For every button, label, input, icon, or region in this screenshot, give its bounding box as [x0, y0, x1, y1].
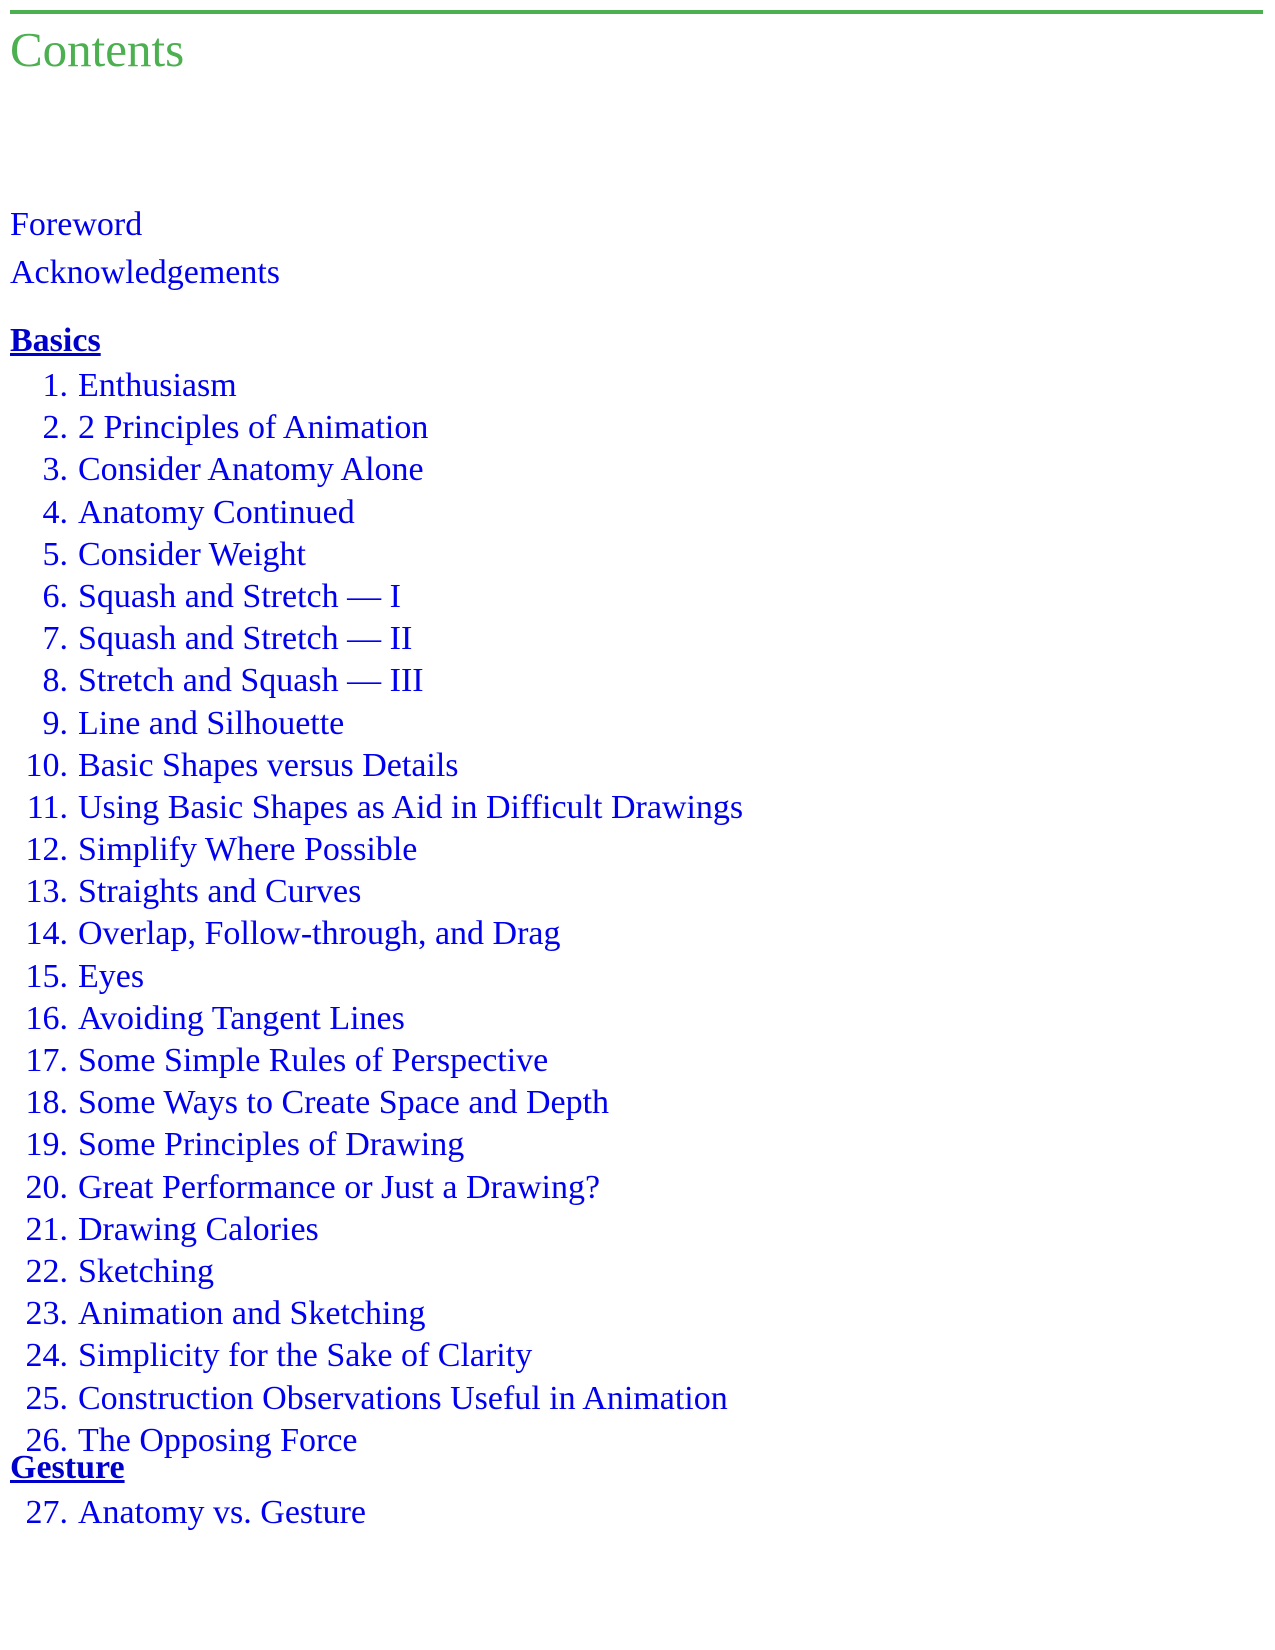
toc-entry[interactable] [10, 618, 743, 660]
toc-entry[interactable] [10, 998, 743, 1040]
toc-entry[interactable] [10, 1251, 743, 1293]
toc-entry-link[interactable]: Some Principles of Drawing [78, 1126, 465, 1164]
toc-entry[interactable] [10, 407, 743, 449]
toc-list-basics [10, 365, 743, 1462]
front-matter [10, 201, 280, 297]
section-heading-gesture[interactable]: Gesture [10, 1449, 125, 1486]
toc-entry-number: 22. [25, 1252, 68, 1290]
toc-entry[interactable] [10, 1492, 366, 1534]
toc-entry-number: 17. [25, 1042, 68, 1079]
toc-entry-number: 24. [25, 1337, 68, 1375]
toc-entry-link[interactable]: Enthusiasm [78, 367, 237, 404]
toc-entry-number: 9. [42, 704, 68, 742]
toc-entry-link[interactable]: Using Basic Shapes as Aid in Difficult Drawings [78, 788, 744, 826]
toc-entry-link[interactable]: Overlap, Follow-through, and Drag [78, 915, 561, 953]
toc-entry[interactable] [10, 787, 743, 829]
toc-entry[interactable] [10, 703, 743, 745]
toc-entry-link[interactable]: Eyes [78, 957, 145, 995]
toc-entry-link[interactable]: Animation and Sketching [78, 1295, 426, 1333]
toc-entry[interactable] [10, 956, 743, 998]
toc-entry-number: 2. [42, 409, 68, 447]
toc-entry-number: 1. [42, 367, 68, 404]
toc-list-gesture [10, 1492, 366, 1534]
toc-entry[interactable] [10, 1209, 743, 1251]
toc-entry-link[interactable]: Some Ways to Create Space and Depth [78, 1084, 610, 1122]
toc-entry-link[interactable]: Sketching [78, 1252, 214, 1290]
toc-entry[interactable] [10, 449, 743, 491]
section-gesture [10, 1448, 366, 1534]
toc-entry-link[interactable]: Consider Anatomy Alone [78, 451, 424, 489]
toc-entry-number: 26. [25, 1421, 68, 1459]
toc-entry-number: 15. [25, 957, 68, 995]
toc-entry-link[interactable]: 2 Principles of Animation [78, 409, 429, 447]
toc-entry-number: 11. [26, 788, 68, 826]
toc-entry-number: 3. [42, 451, 68, 489]
toc-entry-link[interactable]: Drawing Calories [78, 1210, 319, 1248]
toc-entry[interactable] [10, 1335, 743, 1377]
page-title: Contents [10, 22, 185, 77]
toc-entry[interactable] [10, 492, 743, 534]
toc-entry-link[interactable]: Straights and Curves [78, 873, 362, 911]
toc-entry-number: 21. [25, 1210, 68, 1248]
toc-entry[interactable] [10, 534, 743, 576]
toc-entry[interactable] [10, 1040, 743, 1082]
toc-entry-number: 12. [25, 831, 68, 869]
toc-entry[interactable] [10, 1124, 743, 1166]
toc-entry-link[interactable]: Consider Weight [78, 535, 307, 573]
foreword-link[interactable]: Foreword [10, 206, 143, 243]
toc-entry-link[interactable]: Squash and Stretch — I [78, 577, 401, 615]
toc-entry-link[interactable]: Some Simple Rules of Perspective [78, 1042, 549, 1079]
toc-entry-number: 14. [25, 915, 68, 953]
toc-entry-number: 27. [25, 1494, 68, 1531]
toc-entry[interactable] [10, 913, 743, 955]
toc-entry[interactable] [10, 1293, 743, 1335]
toc-entry-number: 16. [25, 999, 68, 1037]
toc-entry[interactable] [10, 745, 743, 787]
toc-entry[interactable] [10, 660, 743, 702]
toc-entry-number: 6. [42, 577, 68, 615]
toc-entry[interactable] [10, 365, 743, 407]
title-rule [10, 10, 1263, 14]
toc-entry-link[interactable]: Anatomy Continued [78, 493, 355, 531]
toc-entry-link[interactable]: The Opposing Force [78, 1421, 358, 1459]
toc-entry-number: 10. [25, 746, 68, 784]
acknowledgements-link[interactable]: Acknowledgements [10, 254, 281, 291]
section-basics [10, 321, 743, 1462]
toc-entry-number: 13. [25, 873, 68, 911]
toc-entry-number: 25. [25, 1379, 68, 1417]
toc-entry[interactable] [10, 829, 743, 871]
toc-entry-link[interactable]: Basic Shapes versus Details [78, 746, 459, 784]
section-heading-basics[interactable]: Basics [10, 322, 101, 359]
toc-entry-link[interactable]: Anatomy vs. Gesture [78, 1494, 367, 1531]
toc-entry[interactable] [10, 871, 743, 913]
toc-entry-number: 18. [25, 1084, 68, 1122]
toc-entry-number: 5. [42, 535, 68, 573]
toc-entry[interactable] [10, 1082, 743, 1124]
toc-entry-link[interactable]: Stretch and Squash — III [78, 662, 424, 700]
toc-entry-number: 19. [25, 1126, 68, 1164]
toc-entry-link[interactable]: Simplicity for the Sake of Clarity [78, 1337, 533, 1375]
toc-entry-number: 8. [42, 662, 68, 700]
toc-entry-link[interactable]: Great Performance or Just a Drawing? [78, 1168, 601, 1206]
toc-entry-link[interactable]: Avoiding Tangent Lines [78, 999, 405, 1037]
toc-entry[interactable] [10, 1378, 743, 1420]
toc-entry-number: 4. [42, 493, 68, 531]
toc-entry-link[interactable]: Squash and Stretch — II [78, 620, 413, 658]
toc-entry-number: 20. [25, 1168, 68, 1206]
toc-entry-link[interactable]: Simplify Where Possible [78, 831, 418, 869]
toc-entry[interactable] [10, 1167, 743, 1209]
toc-entry-number: 7. [42, 620, 68, 658]
toc-entry-number: 23. [25, 1295, 68, 1333]
toc-entry-link[interactable]: Line and Silhouette [78, 704, 345, 742]
toc-entry[interactable] [10, 576, 743, 618]
toc-entry-link[interactable]: Construction Observations Useful in Animation [78, 1379, 728, 1417]
